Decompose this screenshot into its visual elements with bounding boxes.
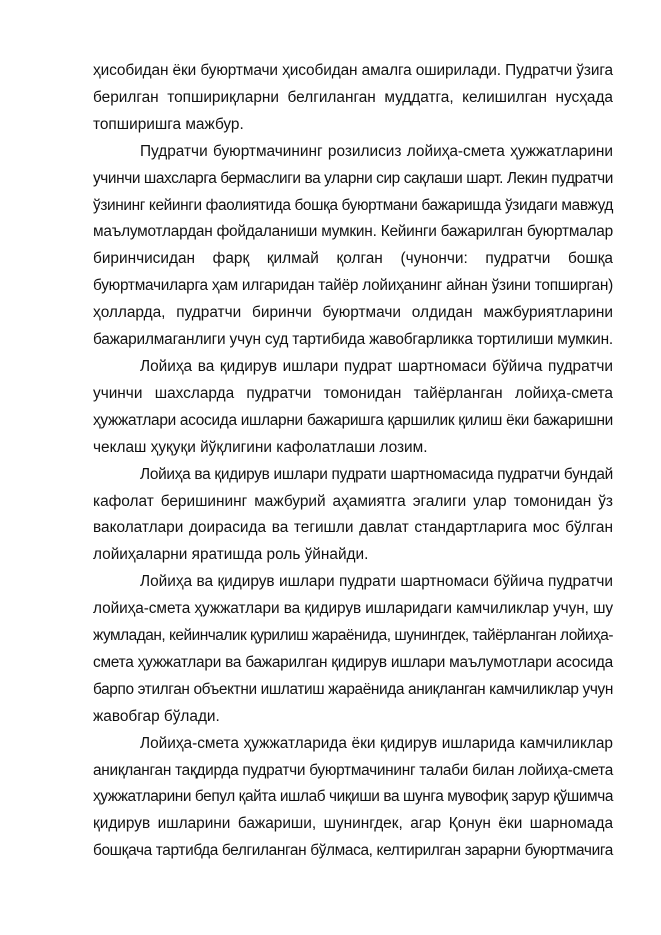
text-line: биринчисидан фарқ қилмай қолган (чунончи: пудратчи бошқа	[93, 250, 613, 268]
text-line: кафолат беришининг мажбурий аҳамиятга эгалиги улар томонидан ўз	[93, 492, 613, 510]
text-line: Лойиҳа ва қидирув ишлари пудрати шартномаси бўйича пудратчи	[140, 573, 613, 591]
text-line: аниқланган тақдирда пудратчи буюртмачининг талаби билан лойиҳа-смета	[93, 761, 613, 779]
paragraph-3	[93, 354, 613, 462]
text-line: бажарилмаганлиги учун суд тартибида жавобгарликка тортилиши мумкин.	[93, 331, 613, 349]
text-line: ҳужжатларини бепул қайта ишлаб чиқиши ва шунга мувофиқ зарур қўшимча	[93, 788, 613, 806]
paragraph-4	[93, 462, 613, 570]
text-line: чеклаш ҳуқуқи йўқлигини кафолатлаши лозим.	[93, 438, 428, 456]
text-line: жумладан, кейинчалик қурилиш жараёнида, шунингдек, тайёрланган лойиҳа-	[93, 627, 613, 645]
paragraph-1	[93, 58, 613, 139]
text-line: ҳисобидан ёки буюртмачи ҳисобидан амалга оширилади. Пудратчи ўзига	[93, 62, 613, 79]
text-line: қидирув ишларини бажариши, шунингдек, агар Қонун ёки шарномада	[93, 815, 613, 833]
text-line: учинчи шахсларга бермаслиги ва уларни сир сақлаши шарт. Лекин пудратчи	[93, 169, 613, 187]
text-line: Лойиҳа ва қидирув ишлари пудрат шартномаси бўйича пудратчи	[140, 357, 613, 375]
paragraph-6	[93, 731, 613, 866]
paragraph-5	[93, 569, 613, 730]
text-line: топширишга мажбур.	[93, 115, 244, 133]
document-page	[93, 58, 613, 865]
text-line: барпо этилган объектни ишлатиш жараёнида аниқланган камчиликлар учун	[93, 680, 613, 698]
text-line: ҳолларда, пудратчи биринчи буюртмачи олдидан мажбуриятларини	[93, 304, 613, 322]
text-line: учинчи шахсларда пудратчи томонидан тайёрланган лойиҳа-смета	[93, 384, 613, 402]
text-line: лойиҳа-смета ҳужжатлари ва қидирув ишларидаги камчиликлар учун, шу	[93, 600, 613, 618]
text-line: буюртмачиларга ҳам илгаридан тайёр лойиҳанинг айнан ўзини топширган)	[93, 277, 613, 295]
paragraph-2	[93, 139, 613, 354]
text-line: ваколатлари доирасида ва тегишли давлат стандартларига мос бўлган	[93, 519, 613, 537]
text-line: жавобгар бўлади.	[93, 707, 220, 725]
text-line: Пудратчи буюртмачининг розилисиз лойиҳа-смета ҳужжатларини	[140, 142, 613, 160]
text-line: ўзининг кейинги фаолиятида бошқа буюртмани бажаришда ўзидаги мавжуд	[93, 196, 613, 214]
text-line: лойиҳаларни яратишда роль ўйнайди.	[93, 546, 369, 564]
text-line: Лойиҳа-смета ҳужжатларида ёки қидирув ишларида камчиликлар	[140, 734, 613, 752]
text-line: Лойиҳа ва қидирув ишлари пудрати шартномасида пудратчи бундай	[140, 465, 613, 483]
text-line: бошқача тартибда белгиланган бўлмаса, келтирилган зарарни буюртмачига	[93, 842, 613, 860]
text-line: маълумотлардан фойдаланиши мумкин. Кейинги бажарилган буюртмалар	[93, 223, 613, 241]
text-line: берилган топшириқларни белгиланган муддатга, келишилган нусҳада	[93, 88, 613, 106]
text-line: смета ҳужжатлари ва бажарилган қидирув ишлари маълумотлари асосида	[93, 653, 614, 671]
text-line: ҳужжатлари асосида ишларни бажаришга қаршилик қилиш ёки бажаришни	[93, 411, 613, 429]
